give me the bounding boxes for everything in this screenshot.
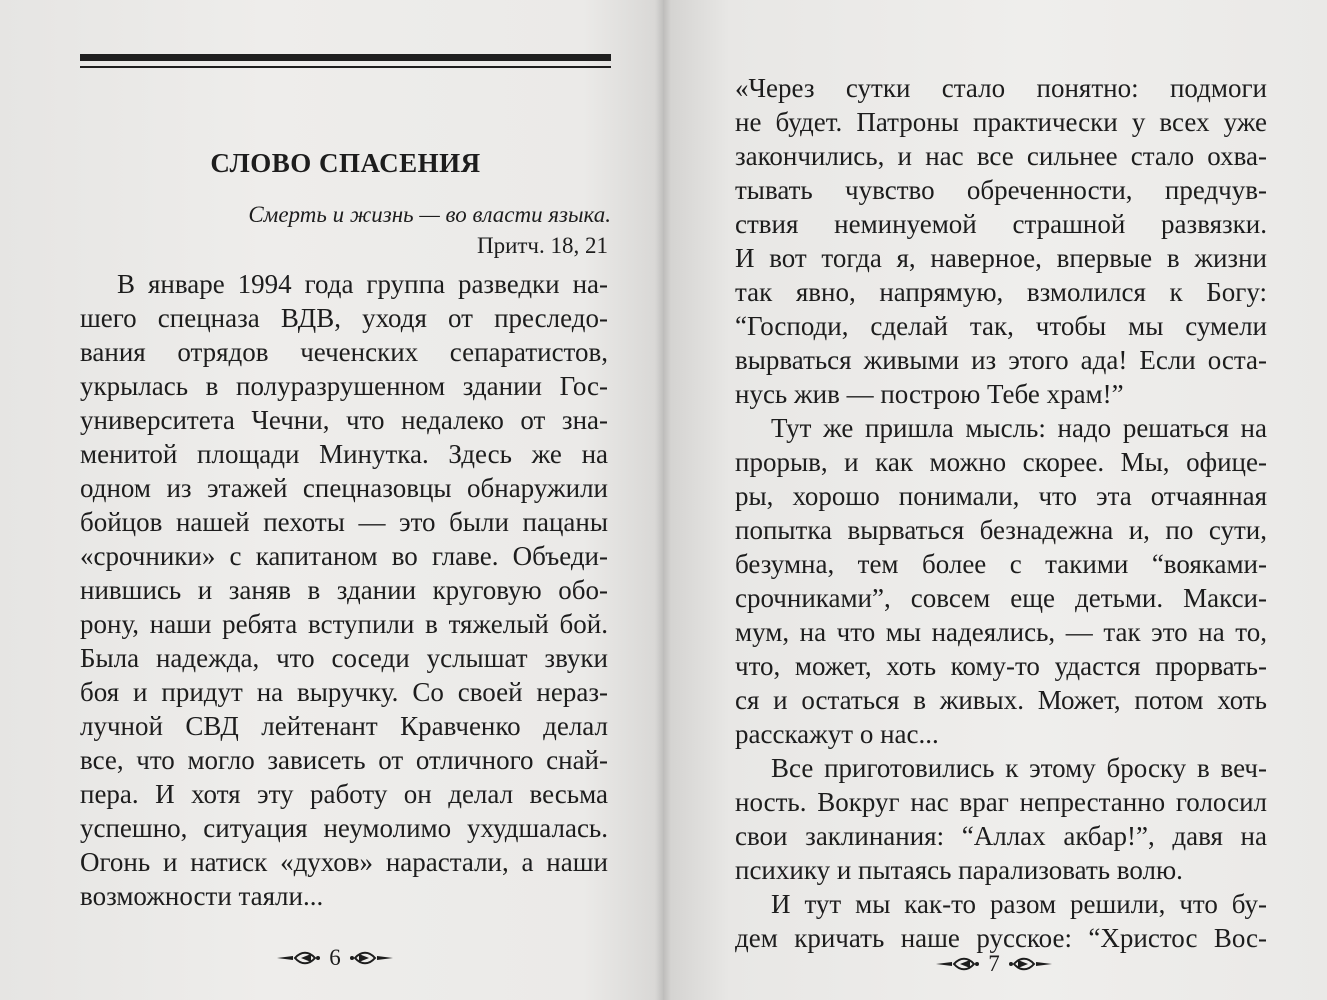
text-line: ры, хорошо понимали, что эта отчаянная (735, 481, 1267, 511)
text-line: прорыв, и как можно скорее. Мы, офице- (735, 447, 1267, 477)
text-line: боя и придут на выручку. Со своей нераз- (80, 677, 608, 707)
text-line: университета Чечни, что недалеко от зна- (80, 405, 608, 435)
page-number: 6 (329, 945, 341, 970)
text-line: нусь жив — построю Тебе храм!” (735, 379, 1124, 409)
text-line: вания отрядов чеченских сепаратистов, (80, 337, 608, 367)
header-rule-thin (80, 66, 611, 68)
book-gutter (655, 0, 671, 1000)
text-line: вырваться живыми из этого ада! Если оста- (735, 345, 1267, 375)
text-line: И тут мы как-то разом решили, что бу- (771, 889, 1267, 919)
text-line: «срочники» с капитаном во главе. Объеди- (80, 541, 608, 571)
left-page (0, 0, 663, 1000)
text-line: расскажут о нас... (735, 719, 939, 749)
page-footer-right (929, 949, 1059, 979)
text-line: одном из этажей спецназовцы обнаружили (80, 473, 608, 503)
ornament-left-icon (277, 945, 321, 971)
text-line: рону, наши ребята вступили в тяжелый бой. (80, 609, 608, 639)
text-line: бойцов нашей пехоты — это были пацаны (80, 507, 608, 537)
page-footer-left (270, 943, 400, 973)
text-line: укрылась в полуразрушенном здании Гос- (80, 371, 608, 401)
page-number: 7 (988, 951, 1000, 976)
text-line: так явно, напрямую, взмолился к Богу: (735, 277, 1267, 307)
ornament-left-icon (936, 951, 980, 977)
ornament-right-icon (1008, 951, 1052, 977)
header-rule-thick (80, 54, 611, 61)
text-line: Все приготовились к этому броску в веч- (771, 753, 1267, 783)
text-line: тывать чувство обреченности, предчув- (735, 175, 1267, 205)
text-line: менитой площади Минутка. Здесь же на (80, 439, 608, 469)
text-line: лучной СВД лейтенант Кравченко делал (80, 711, 608, 741)
text-line: “Господи, сделай так, чтобы мы сумели (735, 311, 1267, 341)
chapter-title: СЛОВО СПАСЕНИЯ (210, 148, 481, 178)
text-line: не будет. Патроны практически у всех уже (735, 107, 1267, 137)
text-line: И вот тогда я, наверное, впервые в жизни (735, 243, 1267, 273)
text-line: пера. И хотя эту работу он делал весьма (80, 779, 608, 809)
text-line: Была надежда, что соседи услышат звуки (80, 643, 608, 673)
text-line: успешно, ситуация неумолимо ухудшалась. (80, 813, 608, 843)
text-line: ся и остаться в живых. Может, потом хоть (735, 685, 1267, 715)
text-line: все, что могло зависеть от отличного снай- (80, 745, 608, 775)
text-line: мум, на что мы надеялись, — так это на то, (735, 617, 1267, 647)
text-line: свои заклинания: “Аллах акбар!”, давя на (735, 821, 1267, 851)
text-line: Огонь и натиск «духов» нарастали, а наши (80, 847, 608, 877)
text-line: дем кричать наше русское: “Христос Вос- (735, 923, 1267, 953)
text-line: Тут же пришла мысль: надо решаться на (771, 413, 1267, 443)
text-line: срочниками”, совсем еще детьми. Макси- (735, 583, 1267, 613)
text-line: что, может, хоть кому-то удастся прорвать- (735, 651, 1267, 681)
text-line: нившись и заняв в здании круговую обо- (80, 575, 608, 605)
text-line: «Через сутки стало понятно: подмоги (735, 73, 1267, 103)
text-line: психику и пытаясь парализовать волю. (735, 855, 1183, 885)
text-line: ствия неминуемой страшной развязки. (735, 209, 1267, 239)
text-line: закончились, и нас все сильнее стало охва- (735, 141, 1267, 171)
text-line: безумна, тем более с такими “вояками- (735, 549, 1267, 579)
epigraph: Смерть и жизнь — во власти языка. (248, 202, 611, 227)
text-line: возможности таяли... (80, 881, 324, 911)
epigraph-source: Притч. 18, 21 (476, 233, 608, 258)
ornament-right-icon (349, 945, 393, 971)
text-line: В январе 1994 года группа разведки на- (117, 269, 608, 299)
text-line: ность. Вокруг нас враг непрестанно голосил (735, 787, 1267, 817)
text-line: попытка вырваться безнадежна и, по сути, (735, 515, 1267, 545)
text-line: шего спецназа ВДВ, уходя от преследо- (80, 303, 608, 333)
